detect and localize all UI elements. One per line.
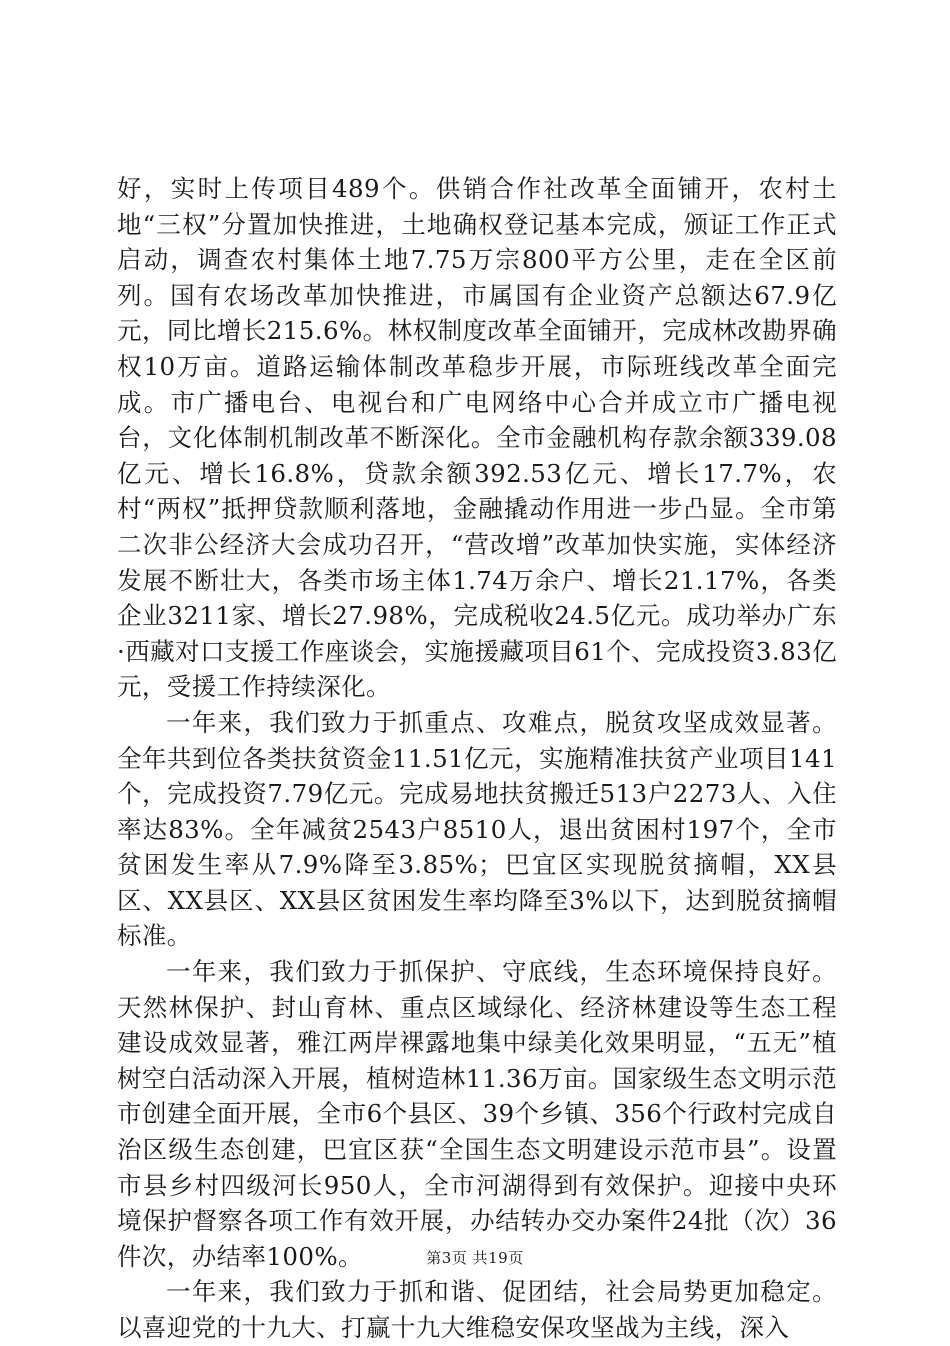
paragraph-poverty-alleviation: 一年来，我们致力于抓重点、攻难点，脱贫攻坚成效显著。全年共到位各类扶贫资金11.51亿元，实施精准扶贫产业项目141个，完成投资7.79亿元。完成易地扶贫搬迁513户2273人、入住率达83%。全年减贫2543户8510人，退出贫困村197个，全市贫困发生率从7.9%降至3.85%；巴宜区实现脱贫摘帽，XX县区、XX县区、XX县区贫困发生率均降至3%以下，达到脱贫摘帽标准。 <box>117 707 837 951</box>
document-body <box>117 171 837 1346</box>
page-number-label: 第3页 共19页 <box>426 1249 524 1267</box>
paragraph-ecology: 一年来，我们致力于抓保护、守底线，生态环境保持良好。天然林保护、封山育林、重点区域绿化、经济林建设等生态工程建设成效显著，雅江两岸裸露地集中绿美化效果明显，“五无”植树空白活动深入开展，植树造林11.36万亩。国家级生态文明示范市创建全面开展，全市6个县区、39个乡镇、356个行政村完成自治区级生态创建，巴宜区获“全国生态文明建设示范市县”。设置市县乡村四级河长950人，全市河湖得到有效保护。迎接中央环境保护督察各项工作有效开展，办结转办交办案件24批（次）36件次，办结率100%。 <box>117 957 837 1271</box>
page-footer <box>0 1247 950 1268</box>
paragraph-reform: 好，实时上传项目489个。供销合作社改革全面铺开，农村土地“三权”分置加快推进，土地确权登记基本完成，颁证工作正式启动，调查农村集体土地7.75万宗800平方公里，走在全区前列。国有农场改革加快推进，市属国有企业资产总额达67.9亿元，同比增长215.6%。林权制度改革全面铺开，完成林改勘界确权10万亩。道路运输体制改革稳步开展，市际班线改革全面完成。市广播电台、电视台和广电网络中心合并成立市广播电视台，文化体制机制改革不断深化。全市金融机构存款余额339.08亿元、增长16.8%，贷款余额392.53亿元、增长17.7%，农村“两权”抵押贷款顺利落地，金融撬动作用进一步凸显。全市第二次非公经济大会成功召开，“营改增”改革加快实施，实体经济发展不断壮大，各类市场主体1.74万余户、增长21.17%，各类企业3211家、增长27.98%，完成税收24.5亿元。成功举办广东·西藏对口支援工作座谈会，实施援藏项目61个、完成投资3.83亿元，受援工作持续深化。 <box>117 174 837 702</box>
paragraph-social-stability: 一年来，我们致力于抓和谐、促团结，社会局势更加稳定。以喜迎党的十九大、打赢十九大维稳安保攻坚战为主线，深入 <box>117 1277 837 1342</box>
